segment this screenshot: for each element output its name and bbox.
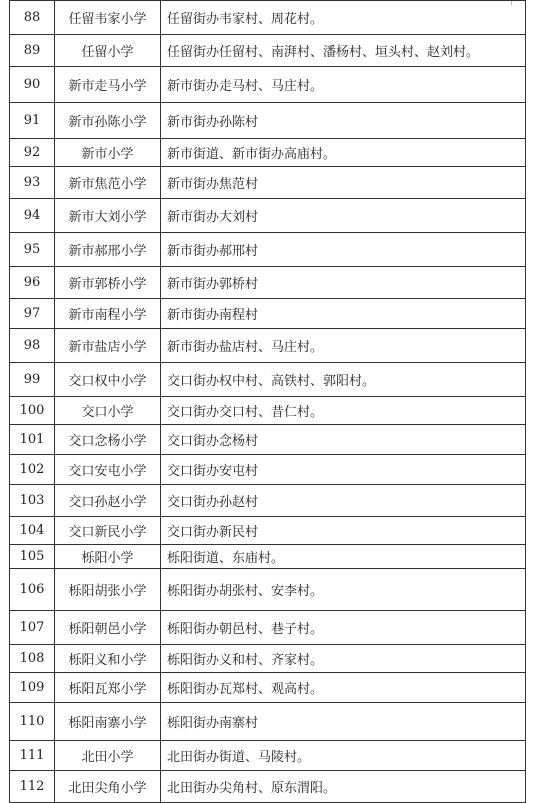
- school-name: 栎阳义和小学: [55, 645, 161, 673]
- service-area: 交口街办念杨村: [161, 425, 526, 455]
- row-number: 102: [10, 455, 55, 485]
- school-name: 栎阳胡张小学: [55, 569, 161, 611]
- service-area: 北田街办街道、马陵村。: [161, 741, 526, 771]
- table-row: [10, 425, 526, 455]
- table-row: [10, 103, 526, 139]
- school-name: 新市南程小学: [55, 299, 161, 329]
- service-area: 栎阳街办义和村、齐家村。: [161, 645, 526, 673]
- row-number: 99: [10, 363, 55, 397]
- table-row: [10, 329, 526, 363]
- table-row: [10, 771, 526, 803]
- row-number: 110: [10, 703, 55, 741]
- service-area: 交口街办新民村: [161, 517, 526, 545]
- table-row: [10, 397, 526, 425]
- table-row: [10, 233, 526, 267]
- row-number: 103: [10, 485, 55, 517]
- row-number: 90: [10, 67, 55, 103]
- table-row: [10, 455, 526, 485]
- table-row: [10, 199, 526, 233]
- service-area: 栎阳街办南寨村: [161, 703, 526, 741]
- table-row: [10, 517, 526, 545]
- row-number: 97: [10, 299, 55, 329]
- table-body: [10, 1, 526, 803]
- row-number: 92: [10, 139, 55, 167]
- service-area: 新市街办孙陈村: [161, 103, 526, 139]
- row-number: 88: [10, 1, 55, 35]
- table-row: [10, 673, 526, 703]
- row-number: 100: [10, 397, 55, 425]
- school-name: 新市郝邢小学: [55, 233, 161, 267]
- school-name: 交口安屯小学: [55, 455, 161, 485]
- school-name: 新市焦范小学: [55, 167, 161, 199]
- table-row: [10, 299, 526, 329]
- service-area: 新市街办大刘村: [161, 199, 526, 233]
- table-row: [10, 35, 526, 67]
- table-row: [10, 167, 526, 199]
- table-row: [10, 545, 526, 569]
- row-number: 104: [10, 517, 55, 545]
- row-number: 106: [10, 569, 55, 611]
- school-name: 新市孙陈小学: [55, 103, 161, 139]
- row-number: 93: [10, 167, 55, 199]
- school-name: 任留小学: [55, 35, 161, 67]
- row-number: 112: [10, 771, 55, 803]
- row-number: 107: [10, 611, 55, 645]
- service-area: 栎阳街道、东庙村。: [161, 545, 526, 569]
- service-area: 新市街道、新市街办高庙村。: [161, 139, 526, 167]
- row-number: 98: [10, 329, 55, 363]
- service-area: 栎阳街办朝邑村、巷子村。: [161, 611, 526, 645]
- table-row: [10, 1, 526, 35]
- row-number: 94: [10, 199, 55, 233]
- school-name: 新市大刘小学: [55, 199, 161, 233]
- table-row: [10, 485, 526, 517]
- service-area: 栎阳街办瓦郑村、观高村。: [161, 673, 526, 703]
- service-area: 任留街办任留村、南湃村、潘杨村、垣头村、赵刘村。: [161, 35, 526, 67]
- row-number: 111: [10, 741, 55, 771]
- service-area: 任留街办韦家村、周花村。: [161, 1, 526, 35]
- school-name: 新市走马小学: [55, 67, 161, 103]
- service-area: 新市街办走马村、马庄村。: [161, 67, 526, 103]
- school-name: 交口小学: [55, 397, 161, 425]
- school-name: 北田尖角小学: [55, 771, 161, 803]
- school-name: 新市小学: [55, 139, 161, 167]
- school-name: 栎阳朝邑小学: [55, 611, 161, 645]
- school-name: 交口权中小学: [55, 363, 161, 397]
- service-area: 新市街办焦范村: [161, 167, 526, 199]
- row-number: 109: [10, 673, 55, 703]
- row-number: 91: [10, 103, 55, 139]
- service-area: 交口街办安屯村: [161, 455, 526, 485]
- school-name: 栎阳南寨小学: [55, 703, 161, 741]
- table-row: [10, 363, 526, 397]
- table-row: [10, 67, 526, 103]
- service-area: 北田街办尖角村、原东渭阳。: [161, 771, 526, 803]
- table-row: [10, 611, 526, 645]
- service-area: 新市街办南程村: [161, 299, 526, 329]
- service-area: 交口街办孙赵村: [161, 485, 526, 517]
- row-number: 108: [10, 645, 55, 673]
- school-name: 任留韦家小学: [55, 1, 161, 35]
- service-area: 交口街办权中村、高铁村、郭阳村。: [161, 363, 526, 397]
- table-row: [10, 645, 526, 673]
- row-number: 105: [10, 545, 55, 569]
- row-number: 96: [10, 267, 55, 299]
- school-name: 北田小学: [55, 741, 161, 771]
- row-number: 89: [10, 35, 55, 67]
- service-area: 新市街办郝邢村: [161, 233, 526, 267]
- table-row: [10, 139, 526, 167]
- table-row: [10, 741, 526, 771]
- school-name: 新市郭桥小学: [55, 267, 161, 299]
- table-row: [10, 703, 526, 741]
- row-number: 95: [10, 233, 55, 267]
- school-name: 栎阳小学: [55, 545, 161, 569]
- table-row: [10, 569, 526, 611]
- service-area: 栎阳街办胡张村、安李村。: [161, 569, 526, 611]
- school-name: 栎阳瓦郑小学: [55, 673, 161, 703]
- school-name: 交口新民小学: [55, 517, 161, 545]
- service-area: 新市街办盐店村、马庄村。: [161, 329, 526, 363]
- service-area: 新市街办郭桥村: [161, 267, 526, 299]
- table-row: [10, 267, 526, 299]
- school-name: 新市盐店小学: [55, 329, 161, 363]
- service-area: 交口街办交口村、昔仁村。: [161, 397, 526, 425]
- school-name: 交口念杨小学: [55, 425, 161, 455]
- row-number: 101: [10, 425, 55, 455]
- school-name: 交口孙赵小学: [55, 485, 161, 517]
- school-district-table: [9, 0, 526, 803]
